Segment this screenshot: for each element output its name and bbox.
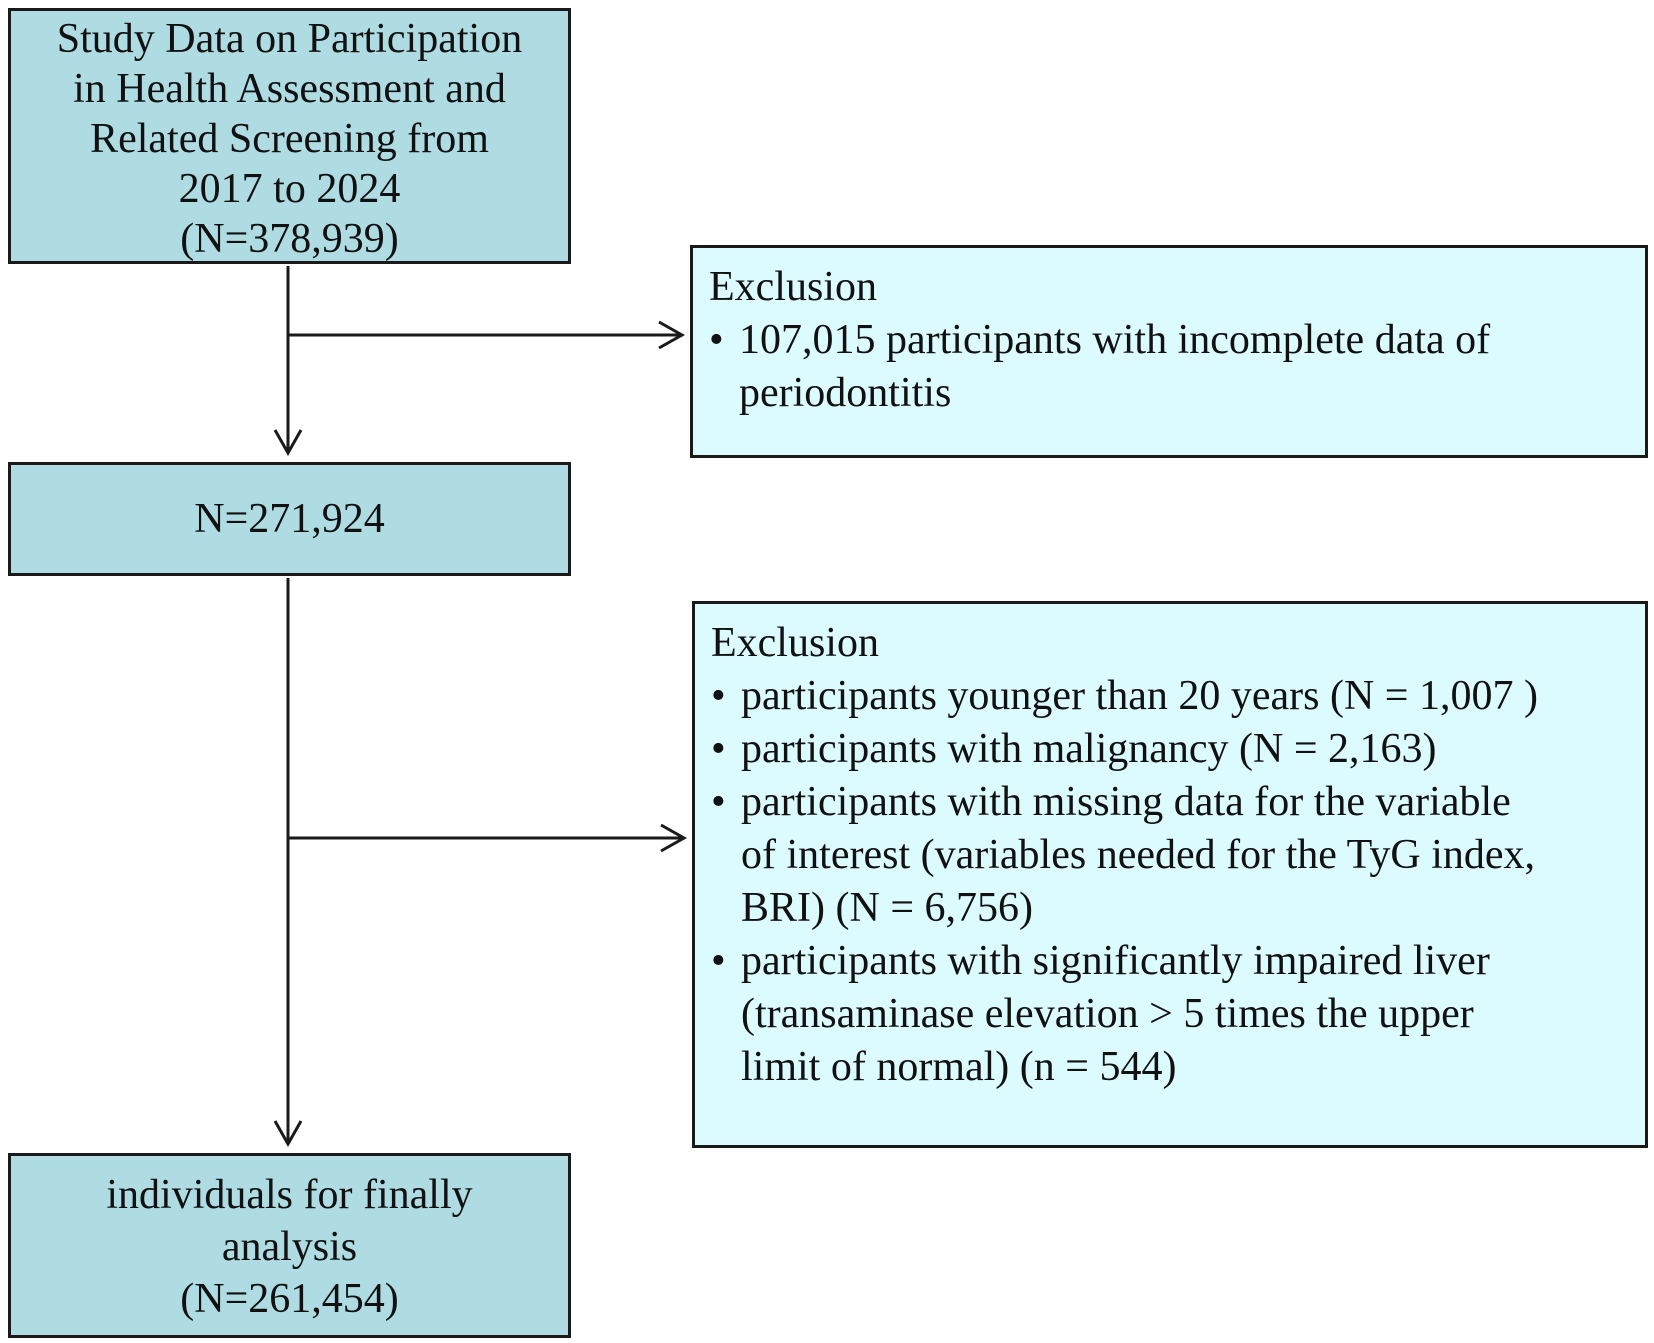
bullet-icon: •: [709, 317, 724, 363]
node-text-line: analysis: [221, 1224, 358, 1270]
node-text-line: Related Screening from: [90, 116, 489, 162]
bullet-text-line: 107,015 participants with incomplete data of: [739, 317, 1491, 363]
node-text-line: (N=261,454): [180, 1276, 399, 1322]
bullet-text: [741, 776, 1625, 935]
bullet-icon: •: [711, 726, 726, 772]
bullet-text-line: participants with significantly impaired liver: [741, 938, 1490, 984]
bullet-text: [741, 935, 1625, 1094]
bullet-text-line: periodontitis: [739, 370, 952, 416]
node-source-population: [8, 8, 571, 264]
bullet-text-line: BRI) (N = 6,756): [741, 885, 1033, 931]
bullet-icon: •: [711, 779, 726, 825]
node-exclusion-2: [692, 601, 1648, 1148]
exclusion-bullet: [711, 776, 1625, 935]
node-final-analysis: [8, 1153, 571, 1338]
node-text-line: individuals for finally: [106, 1172, 473, 1218]
node-exclusion-1: [690, 245, 1648, 458]
exclusion-bullet: [709, 314, 1625, 420]
node-text-line: in Health Assessment and: [73, 66, 506, 112]
node-text-line: Study Data on Participation: [56, 16, 523, 62]
bullet-text: [741, 723, 1625, 776]
exclusion-bullet: [711, 935, 1625, 1094]
bullet-text-line: limit of normal) (n = 544): [741, 1044, 1177, 1090]
exclusion-title: Exclusion: [711, 620, 879, 666]
exclusion-title: Exclusion: [709, 264, 877, 310]
bullet-icon: •: [711, 938, 726, 984]
node-text-line: N=271,924: [194, 496, 385, 542]
bullet-text: [741, 670, 1625, 723]
node-after-first-exclusion: [8, 462, 571, 576]
bullet-icon: •: [711, 673, 726, 719]
node-text-line: 2017 to 2024: [178, 166, 401, 212]
bullet-text-line: (transaminase elevation > 5 times the upper: [741, 991, 1474, 1037]
bullet-text-line: participants younger than 20 years (N = 1,007 ): [741, 673, 1538, 719]
bullet-text-line: participants with malignancy (N = 2,163): [741, 726, 1437, 772]
bullet-text: [739, 314, 1625, 420]
exclusion-bullet: [711, 670, 1625, 723]
bullet-text-line: of interest (variables needed for the TyG index,: [741, 832, 1536, 878]
exclusion-bullet: [711, 723, 1625, 776]
node-text-line: (N=378,939): [180, 216, 399, 262]
bullet-text-line: participants with missing data for the variable: [741, 779, 1511, 825]
